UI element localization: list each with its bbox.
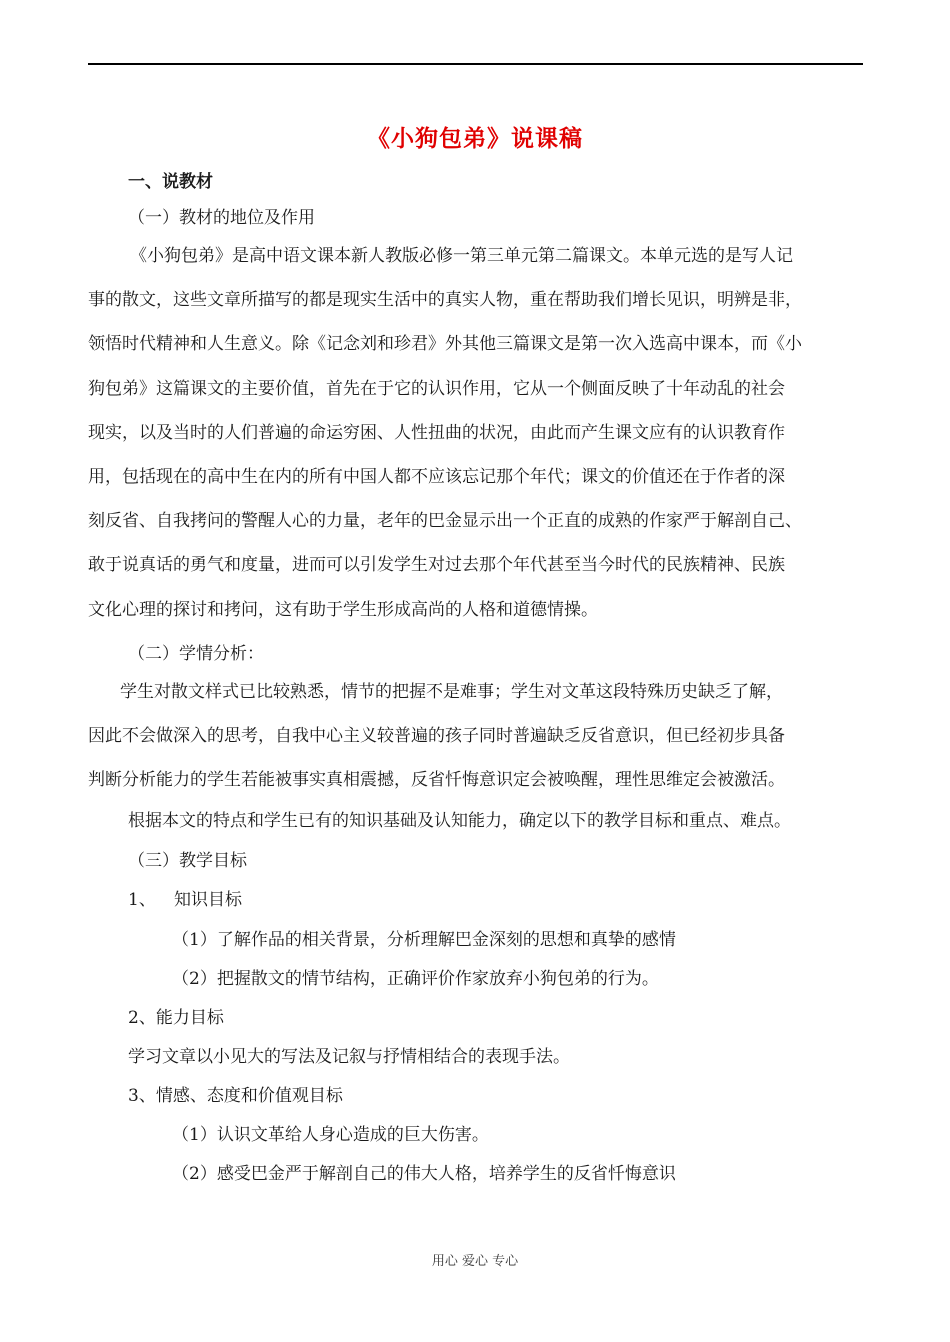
- paragraph-2: [88, 670, 866, 803]
- goal-1-item: （2）把握散文的情节结构，正确评价作家放弃小狗包弟的行为。: [172, 969, 659, 989]
- goal-1-item: （1）了解作品的相关背景，分析理解巴金深刻的思想和真挚的感情: [172, 930, 676, 950]
- section-heading-1: 一、说教材: [128, 172, 213, 192]
- paragraph-line: 刻反省、自我拷问的警醒人心的力量，老年的巴金显示出一个正直的成熟的作家严于解剖自己、: [88, 511, 802, 532]
- paragraph-line: 学生对散文样式已比较熟悉，情节的把握不是难事；学生对文革这段特殊历史缺乏了解，: [120, 682, 783, 702]
- goal-1-label: 知识目标: [174, 890, 242, 910]
- goal-3-item: （1）认识文革给人身心造成的巨大伤害。: [172, 1125, 489, 1145]
- paragraph-1: [88, 234, 866, 632]
- goal-2-heading: 2、能力目标: [128, 1008, 224, 1028]
- subheading-1: （一）教材的地位及作用: [128, 208, 315, 228]
- paragraph-line: 事的散文，这些文章所描写的都是现实生活中的真实人物，重在帮助我们增长见识，明辨是非，: [88, 290, 802, 311]
- subheading-2: （二）学情分析：: [128, 644, 264, 664]
- paragraph-3: 根据本文的特点和学生已有的知识基础及认知能力，确定以下的教学目标和重点、难点。: [128, 811, 791, 831]
- subheading-3: （三）教学目标: [128, 851, 247, 871]
- paragraph-line: 判断分析能力的学生若能被事实真相震撼，反省忏悔意识定会被唤醒，理性思维定会被激活。: [88, 770, 785, 791]
- paragraph-line: 敢于说真话的勇气和度量，进而可以引发学生对过去那个年代甚至当今时代的民族精神、民族: [88, 555, 785, 576]
- document-title: 《小狗包弟》说课稿: [367, 125, 583, 152]
- page-footer: 用心 爱心 专心: [431, 1254, 519, 1269]
- paragraph-line: 领悟时代精神和人生意义。除《记念刘和珍君》外其他三篇课文是第一次入选高中课本，而《小: [88, 334, 802, 355]
- paragraph-line: 文化心理的探讨和拷问，这有助于学生形成高尚的人格和道德情操。: [88, 599, 598, 620]
- paragraph-line: 因此不会做深入的思考，自我中心主义较普遍的孩子同时普遍缺乏反省意识，但已经初步具备: [88, 726, 785, 747]
- paragraph-line: 狗包弟》这篇课文的主要价值，首先在于它的认识作用，它从一个侧面反映了十年动乱的社会: [88, 378, 785, 399]
- goal-3-heading: 3、情感、态度和价值观目标: [128, 1086, 343, 1106]
- paragraph-line: 《小狗包弟》是高中语文课本新人教版必修一第三单元第二篇课文。本单元选的是写人记: [130, 246, 793, 266]
- paragraph-line: 用，包括现在的高中生在内的所有中国人都不应该忘记那个年代；课文的价值还在于作者的深: [88, 467, 785, 488]
- header-rule: [88, 63, 863, 65]
- goal-3-item: （2）感受巴金严于解剖自己的伟大人格，培养学生的反省忏悔意识: [172, 1164, 676, 1184]
- goal-2-text: 学习文章以小见大的写法及记叙与抒情相结合的表现手法。: [128, 1047, 570, 1067]
- paragraph-line: 现实，以及当时的人们普遍的命运穷困、人性扭曲的状况，由此而产生课文应有的认识教育作: [88, 422, 785, 443]
- goal-1-number: 1、: [128, 890, 156, 910]
